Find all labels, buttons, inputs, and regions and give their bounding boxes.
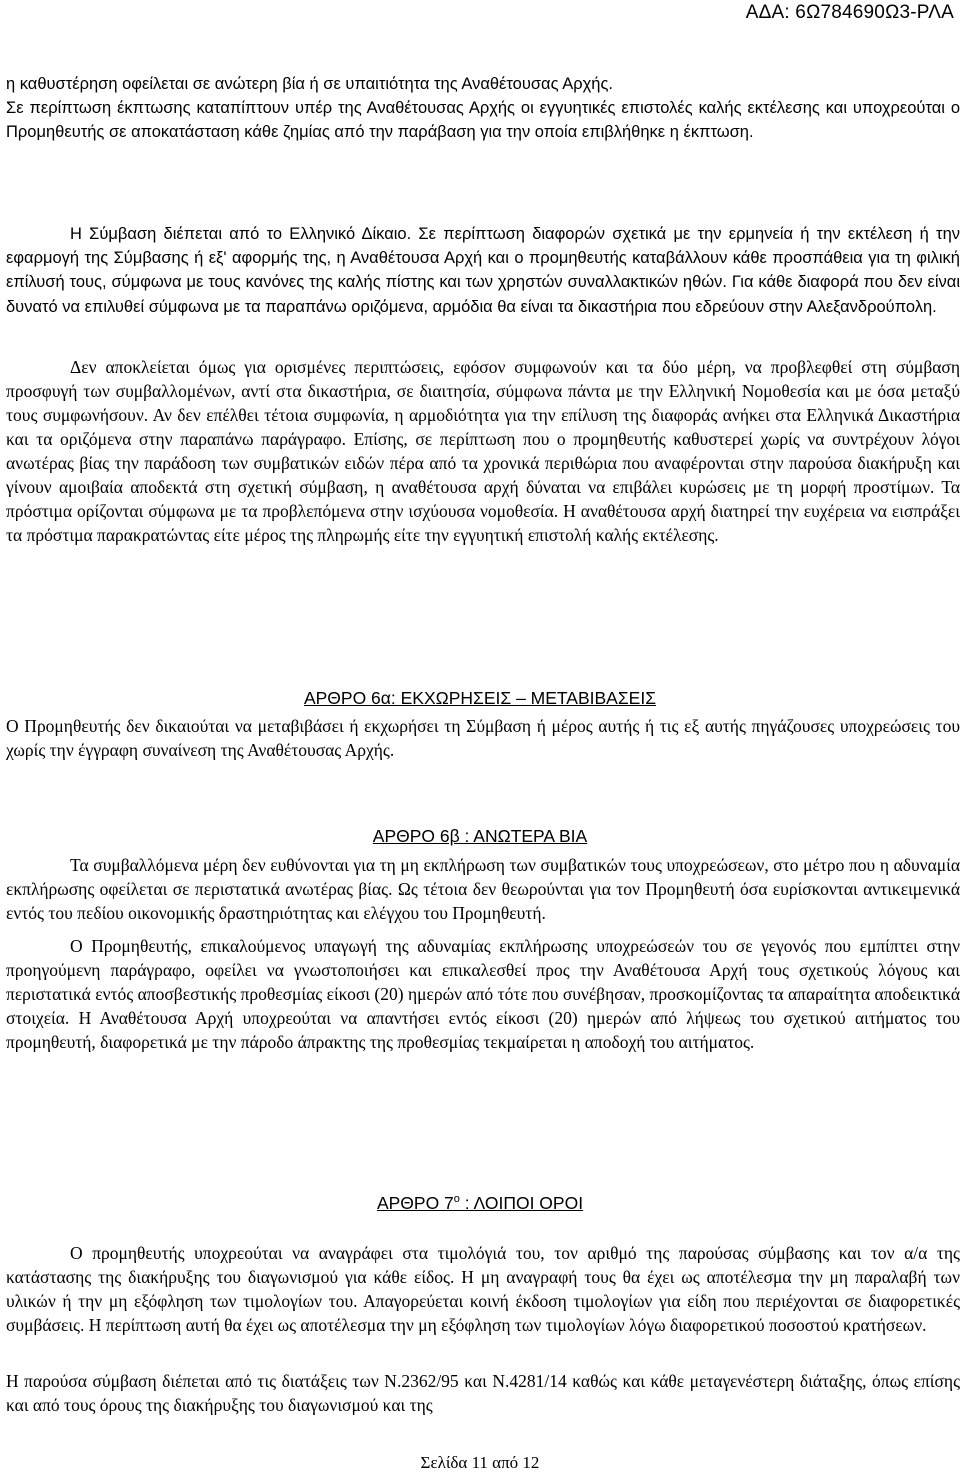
article-6b-title: ΑΡΘΡΟ 6β : ΑΝΩΤΕΡΑ ΒΙΑ: [372, 826, 588, 846]
paragraph-arbitration: Δεν αποκλείεται όμως για ορισμένες περιπτώσεις, εφόσον συμφωνούν και τα δύο μέρη, να προβλεφθεί στη σύμβαση προσφυγή των συμβαλλομένων, αντί στα δικαστήρια, σε διαιτησία, σύμφωνα πάντα με την Ελληνική Νομοθεσία και με όσα μεταξύ τους συμφωνήσουν. Αν δεν επέλθει τέτοια συμφωνία, η αρμοδιότητα για την επίλυση της διαφοράς ανήκει στα Ελληνικά Δικαστήρια και τα οριζόμενα στην παραπάνω παράγραφο. Επίσης, σε περίπτωση που ο προμηθευτής καθυστερεί χωρίς να συντρέχουν λόγοι ανωτέρας βίας την παράδοση των συμβατικών ειδών πέρα από τα χρονικά περιθώρια που αναφέρονται στην παρούσα διακήρυξη και γίνουν αμοιβαία αποδεκτά στη σχετική σύμβαση, η αναθέτουσα αρχή δύναται να επιβάλει κυρώσεις με τη μορφή προστίμων. Τα πρόστιμα ορίζονται σύμφωνα με τα προβλεπόμενα στην ισχύουσα νομοθεσία. Η αναθέτουσα αρχή διατηρεί την ευχέρεια να εισπράξει τα πρόστιμα παρακρατώντας είτε μέρος της πληρωμής είτε την εγγυητική επιστολή καλής εκτέλεσης.: [6, 357, 960, 545]
paragraph-delay-cause: η καθυστέρηση οφείλεται σε ανώτερη βία ή σε υπαιτιότητα της Αναθέτουσας Αρχής.: [6, 75, 613, 93]
article-7-title: [377, 1193, 583, 1213]
paragraph-invoices: Ο προμηθευτής υποχρεούται να αναγράφει στα τιμολόγιά του, τον αριθμό της παρούσας σύμβασης και τον α/α της κατάστασης της διακήρυξης του διαγωνισμού για κάθε είδος. Η μη αναγραφή τους θα έχει ως αποτέλεσμα την μη παραλαβή των υλικών ή την μη εξόφληση των τιμολογίων του. Απαγορεύεται κοινή έκδοση τιμολογίων για είδη που περιέχονται σε διαφορετικές συμβάσεις. Η περίπτωση αυτή θα έχει ως αποτέλεσμα την μη εξόφληση των τιμολογίων λόγω διαφορετικού ποσοστού κρατήσεων.: [6, 1243, 960, 1335]
paragraph-governing-law: Η Σύμβαση διέπεται από το Ελληνικό Δίκαιο. Σε περίπτωση διαφορών σχετικά με την ερμηνεία ή την εκτέλεση ή την εφαρμογή της Σύμβασης ή εξ' αφορμής της, η Αναθέτουσα Αρχή και ο προμηθευτής καταβάλλουν κάθε προσπάθεια για τη φιλική επίλυσή τους, σύμφωνα με τους κανόνες της καλής πίστης και των χρηστών συναλλακτικών ηθών. Για κάθε διαφορά που δεν είναι δυνατό να επιλυθεί σύμφωνα με τα παραπάνω οριζόμενα, αρμόδια θα είναι τα δικαστήρια που εδρεύουν στην Αλεξανδρούπολη.: [6, 225, 960, 316]
paragraph-forfeiture: Σε περίπτωση έκπτωσης καταπίπτουν υπέρ της Αναθέτουσας Αρχής οι εγγυητικές επιστολές καλής εκτέλεσης και υποχρεούται ο Προμηθευτής σε αποκατάσταση κάθε ζημίας από την παράβαση για την οποία επιβλήθηκε η έκπτωση.: [6, 99, 960, 142]
article-6a-title: ΑΡΘΡΟ 6α: ΕΚΧΩΡΗΣΕΙΣ – ΜΕΤΑΒΙΒΑΣΕΙΣ: [303, 688, 657, 708]
paragraph-legal-basis: Η παρούσα σύμβαση διέπεται από τις διατάξεις των Ν.2362/95 και Ν.4281/14 καθώς και κάθε μεταγενέστερη διάταξης, όπως επίσης και από τους όρους της διακήρυξης του διαγωνισμού και της: [6, 1371, 960, 1415]
article-6a-heading: [0, 686, 960, 710]
article-7-heading: [0, 1191, 960, 1215]
article-7-title-main: ΑΡΘΡΟ 7: [376, 1193, 454, 1213]
page-number: Σελίδα 11 από 12: [420, 1453, 540, 1472]
paragraph-assignment: Ο Προμηθευτής δεν δικαιούται να μεταβιβάσει ή εκχωρήσει τη Σύμβαση ή μέρος αυτής ή τις εξ αυτής πηγάζουσες υποχρεώσεις του χωρίς την έγγραφη συναίνεση της Αναθέτουσας Αρχής.: [6, 716, 960, 760]
ada-code: ΑΔΑ: 6Ω784690Ω3-ΡΛΑ: [745, 2, 954, 23]
article-6b-heading: [0, 824, 960, 848]
paragraph-force-majeure-notice: Ο Προμηθευτής, επικαλούμενος υπαγωγή της αδυναμίας εκπλήρωσης υποχρεώσεών του σε γεγονός που εμπίπτει στην προηγούμενη παράγραφο, οφείλει να γνωστοποιήσει και επικαλεσθεί προς την Αναθέτουσα Αρχή τους σχετικούς λόγους και περιστατικά εντός αποσβεστικής προθεσμίας είκοσι (20) ημερών από τότε που συνέβησαν, προσκομίζοντας τα απαραίτητα αποδεικτικά στοιχεία. Η Αναθέτουσα Αρχή υποχρεούται να απαντήσει εντός είκοσι (20) ημερών από λήψεως του σχετικού αιτήματος του προμηθευτή, διαφορετικά με την πάροδο άπρακτης της προθεσμίας τεκμαίρεται η αποδοχή του αιτήματος.: [6, 936, 960, 1052]
article-7-title-rest: : ΛΟΙΠΟΙ ΟΡΟΙ: [459, 1193, 584, 1213]
paragraph-force-majeure: Τα συμβαλλόμενα μέρη δεν ευθύνονται για τη μη εκπλήρωση των συμβατικών τους υποχρεώσεων, στο μέτρο που η αδυναμία εκπλήρωσης οφείλεται σε περιστατικά ανωτέρας βίας. Ως τέτοια δεν θεωρούνται για τον Προμηθευτή όσα ευρίσκονται αντικειμενικά εντός του πεδίου οικονομικής δραστηριότητας και ελέγχου του Προμηθευτή.: [6, 855, 960, 923]
article-7-title-superscript: ο: [453, 1193, 460, 1206]
